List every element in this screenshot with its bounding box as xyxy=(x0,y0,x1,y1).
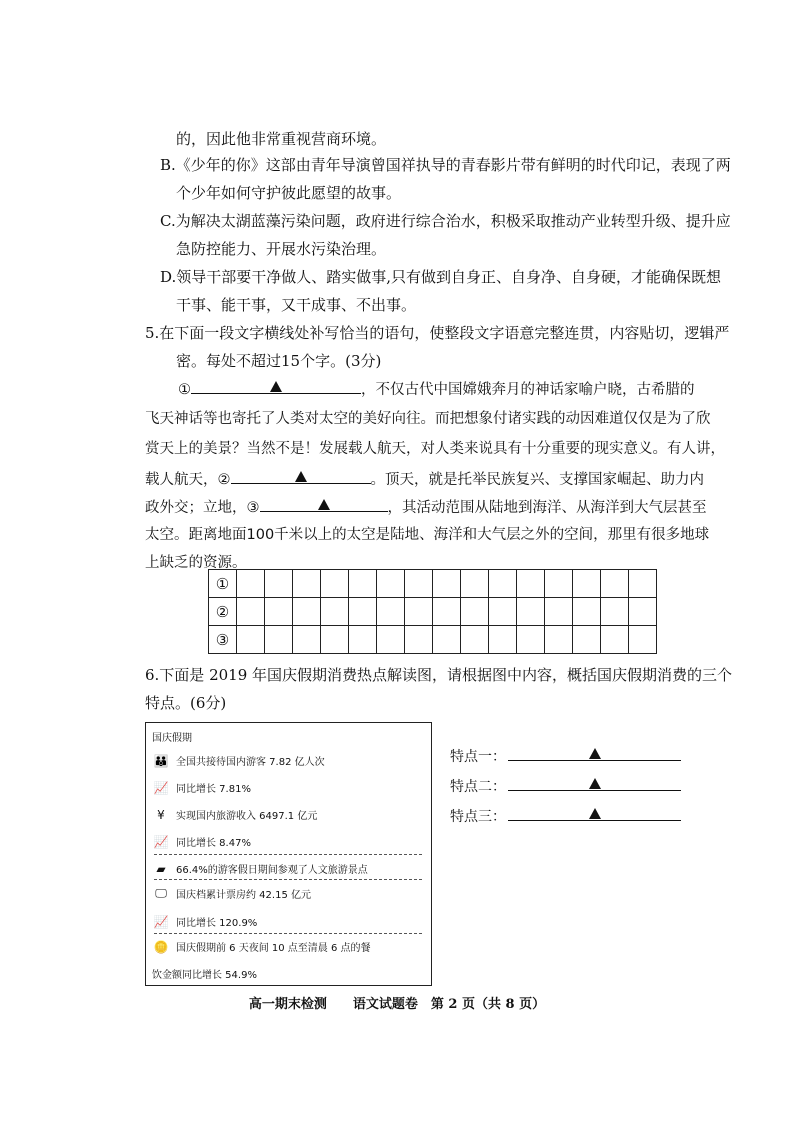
grid-cell[interactable] xyxy=(293,598,321,626)
grid-cell[interactable] xyxy=(545,626,573,654)
feature-3 xyxy=(450,806,681,826)
divider xyxy=(154,933,422,934)
q5-passage-line7: 上缺乏的资源。 xyxy=(145,555,247,571)
trend-icon: 📈 xyxy=(153,914,169,929)
passage-text: ，不仅古代中国嫦娥奔月的神话家喻户晓，古希腊的 xyxy=(361,382,695,398)
infographic-item-6 xyxy=(152,886,311,901)
q4-option-b-line2: 个少年如何守护彼此愿望的故事。 xyxy=(176,184,402,202)
grid-cell[interactable] xyxy=(349,570,377,598)
grid-cell[interactable] xyxy=(629,598,657,626)
grid-cell[interactable] xyxy=(433,570,461,598)
grid-cell[interactable] xyxy=(433,626,461,654)
passage-text: 。顶天，就是托举民族复兴、支撑国家崛起、助力内 xyxy=(370,472,704,488)
q5-stem-line2: 密。每处不超过15个字。(3分) xyxy=(176,352,382,370)
grid-cell[interactable] xyxy=(433,598,461,626)
q5-passage-line2: 飞天神话等也寄托了人类对太空的美好向往。而把想象付诸实践的动因难道仅仅是为了欣 xyxy=(145,411,711,427)
trend-icon: 📈 xyxy=(153,834,169,849)
q5-passage-line4 xyxy=(145,469,704,490)
grid-cell[interactable] xyxy=(405,626,433,654)
answer-blank-1[interactable] xyxy=(191,379,361,394)
people-icon: 👪 xyxy=(153,753,169,768)
q4-option-d-line1: D.领导干部要干净做人、踏实做事,只有做到自身正、自身净、自身硬，才能确保既想 xyxy=(160,268,722,286)
feature-label: 特点二： xyxy=(450,779,506,795)
grid-cell[interactable] xyxy=(377,570,405,598)
answer-blank-2[interactable] xyxy=(231,469,371,484)
grid-cell[interactable] xyxy=(573,570,601,598)
grid-cell[interactable] xyxy=(461,598,489,626)
answer-blank-3[interactable] xyxy=(260,497,388,512)
q4-option-a-cont: 的，因此他非常重视营商环境。 xyxy=(176,130,387,148)
answer-grid xyxy=(208,569,657,654)
answer-blank-feature-1[interactable] xyxy=(508,746,681,761)
grid-cell[interactable] xyxy=(405,598,433,626)
answer-blank-feature-2[interactable] xyxy=(508,776,681,791)
triangle-marker-icon xyxy=(270,381,282,392)
divider xyxy=(154,879,422,880)
grid-cell[interactable] xyxy=(573,626,601,654)
triangle-marker-icon xyxy=(589,778,601,789)
grid-cell[interactable] xyxy=(321,570,349,598)
infographic-text: 66.4%的游客假日期间参观了人文旅游景点 xyxy=(176,865,368,876)
grid-cell[interactable] xyxy=(321,598,349,626)
grid-cell[interactable] xyxy=(265,570,293,598)
q6-stem-line2: 特点。(6分) xyxy=(145,694,227,712)
answer-grid-row-2 xyxy=(209,598,657,626)
grid-cell[interactable] xyxy=(321,626,349,654)
infographic-text: 全国共接待国内游客 7.82 亿人次 xyxy=(176,757,325,768)
q4-option-c-line1: C.为解决太湖蓝藻污染问题，政府进行综合治水，积极采取推动产业转型升级、提升应 xyxy=(160,212,731,230)
grid-cell[interactable] xyxy=(405,570,433,598)
triangle-marker-icon xyxy=(589,808,601,819)
grid-cell[interactable] xyxy=(461,570,489,598)
grid-cell[interactable] xyxy=(237,598,265,626)
q5-passage-line6: 太空。距离地面100千米以上的太空是陆地、海洋和大气层之外的空间，那里有很多地球 xyxy=(145,527,710,543)
grid-cell[interactable] xyxy=(545,598,573,626)
grid-cell[interactable] xyxy=(489,626,517,654)
grid-cell[interactable] xyxy=(293,626,321,654)
grid-cell[interactable] xyxy=(349,626,377,654)
triangle-marker-icon xyxy=(589,748,601,759)
grid-cell[interactable] xyxy=(265,598,293,626)
holiday-infographic xyxy=(145,722,432,986)
infographic-item-1 xyxy=(152,753,325,768)
infographic-text: 国庆假期前 6 天夜间 10 点至清晨 6 点的餐 xyxy=(176,943,371,954)
infographic-text: 同比增长 8.47% xyxy=(176,838,251,849)
grid-cell[interactable] xyxy=(489,570,517,598)
answer-grid-row-1 xyxy=(209,570,657,598)
feature-1 xyxy=(450,746,681,766)
feature-label: 特点三： xyxy=(450,809,506,825)
triangle-marker-icon xyxy=(295,471,307,482)
passage-text: 政外交；立地，③ xyxy=(145,500,260,516)
grid-cell[interactable] xyxy=(461,626,489,654)
feature-2 xyxy=(450,776,681,796)
q5-stem-line1: 5.在下面一段文字横线处补写恰当的语句，使整段文字语意完整连贯，内容贴切，逻辑严 xyxy=(145,324,730,342)
grid-cell[interactable] xyxy=(517,598,545,626)
answer-blank-feature-3[interactable] xyxy=(508,806,681,821)
grid-cell[interactable] xyxy=(377,626,405,654)
infographic-item-8-cont: 饮金额同比增长 54.9% xyxy=(152,970,257,981)
infographic-item-2 xyxy=(152,780,251,795)
grid-label-3: ③ xyxy=(209,626,237,654)
feature-label: 特点一： xyxy=(450,749,506,765)
grid-cell[interactable] xyxy=(629,570,657,598)
divider xyxy=(154,854,422,855)
q5-passage-line3: 赏天上的美景？当然不是！发展载人航天，对人类来说具有十分重要的现实意义。有人讲， xyxy=(145,441,725,457)
infographic-text: 同比增长 120.9% xyxy=(176,918,258,929)
infographic-item-7 xyxy=(152,914,257,929)
q5-passage-line1 xyxy=(178,379,695,400)
q5-passage-line5 xyxy=(145,497,707,518)
grid-cell[interactable] xyxy=(489,598,517,626)
grid-cell[interactable] xyxy=(573,598,601,626)
grid-cell[interactable] xyxy=(601,598,629,626)
answer-grid-row-3 xyxy=(209,626,657,654)
screen-icon: 🖵 xyxy=(155,886,167,900)
grid-cell[interactable] xyxy=(377,598,405,626)
grid-cell[interactable] xyxy=(517,626,545,654)
grid-cell[interactable] xyxy=(293,570,321,598)
grid-cell[interactable] xyxy=(265,626,293,654)
grid-cell[interactable] xyxy=(237,626,265,654)
grid-label-2: ② xyxy=(209,598,237,626)
grid-label-1: ① xyxy=(209,570,237,598)
grid-cell[interactable] xyxy=(237,570,265,598)
grid-cell[interactable] xyxy=(601,626,629,654)
passage-text: ，其活动范围从陆地到海洋、从海洋到大气层甚至 xyxy=(387,500,707,516)
infographic-title: 国庆假期 xyxy=(152,733,192,744)
page-footer: 高一期末检测 语文试题卷 第 2 页（共 8 页） xyxy=(248,997,546,1012)
q4-option-b-line1: B.《少年的你》这部由青年导演曾国祥执导的青春影片带有鲜明的时代印记，表现了两 xyxy=(160,156,731,174)
grid-cell[interactable] xyxy=(349,598,377,626)
infographic-item-4 xyxy=(152,834,251,849)
infographic-item-3 xyxy=(152,807,317,822)
infographic-item-8 xyxy=(152,939,371,954)
grid-cell[interactable] xyxy=(517,570,545,598)
grid-cell[interactable] xyxy=(629,626,657,654)
q4-option-d-line2: 干事、能干事，又干成事、不出事。 xyxy=(176,296,417,314)
passage-text: 载人航天，② xyxy=(145,472,231,488)
trend-icon: 📈 xyxy=(153,780,169,795)
grid-cell[interactable] xyxy=(601,570,629,598)
grid-cell[interactable] xyxy=(545,570,573,598)
coins-icon: 🪙 xyxy=(153,939,169,954)
infographic-text: 同比增长 7.81% xyxy=(176,784,251,795)
q6-stem-line1: 6.下面是 2019 年国庆假期消费热点解读图，请根据图中内容，概括国庆假期消费的三个 xyxy=(145,666,733,684)
infographic-text: 国庆档累计票房约 42.15 亿元 xyxy=(176,890,311,901)
infographic-text: 实现国内旅游收入 6497.1 亿元 xyxy=(176,811,318,822)
q4-option-c-line2: 急防控能力、开展水污染治理。 xyxy=(176,240,387,258)
yen-icon: ¥ xyxy=(157,807,165,822)
infographic-item-5 xyxy=(152,861,368,876)
blank-label-1: ① xyxy=(178,382,191,398)
roller-icon: ▰ xyxy=(156,861,166,876)
triangle-marker-icon xyxy=(318,499,330,510)
